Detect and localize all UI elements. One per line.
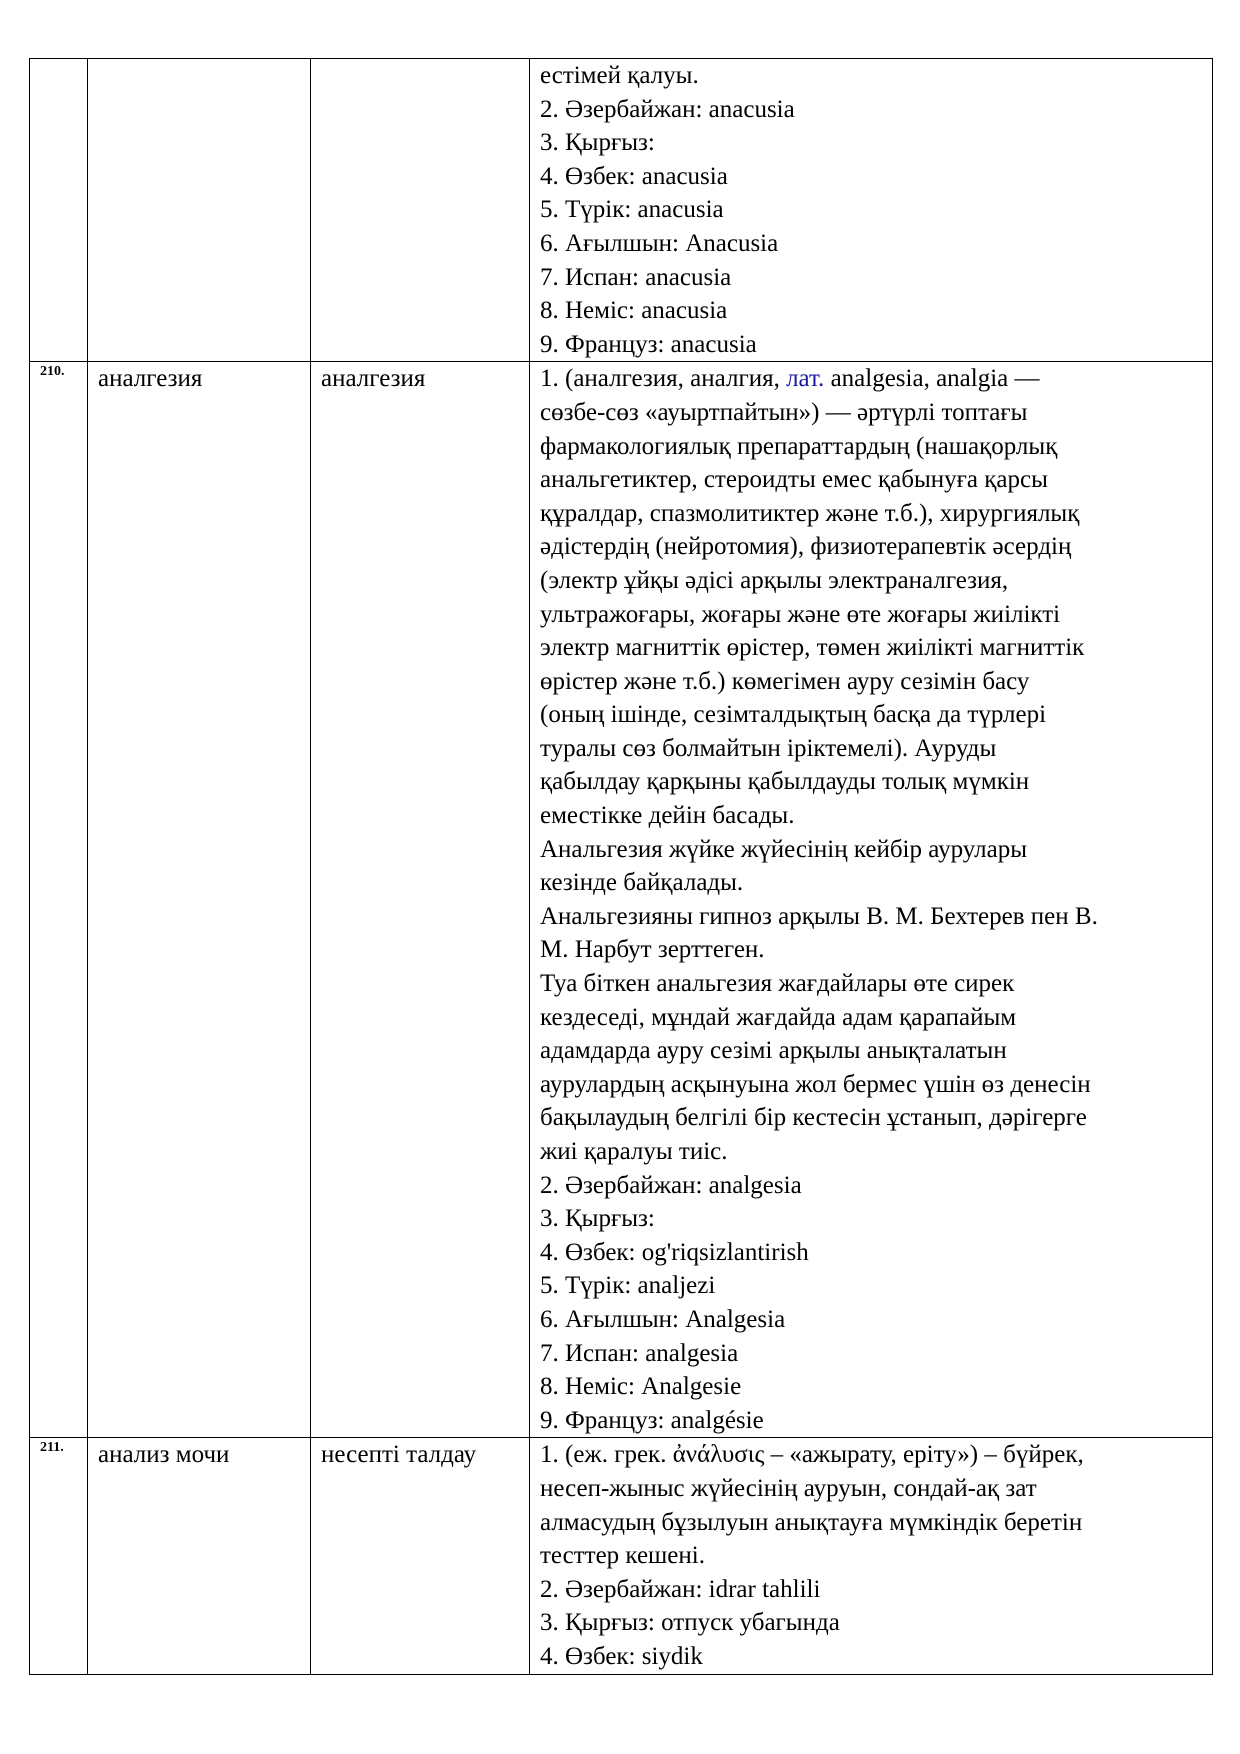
russian-term (88, 59, 311, 362)
definition-line: өрістер және т.б.) көмегімен ауру сезімін басу (540, 667, 1030, 695)
definition-line: М. Нарбут зерттеген. (540, 936, 765, 964)
glossary-table (29, 58, 1213, 1675)
translation-line: 9. Француз: anacusia (540, 330, 757, 358)
translation-line: 3. Қырғыз: (540, 1205, 655, 1233)
table-row (30, 1438, 1213, 1674)
kazakh-term: несепті талдау (311, 1438, 530, 1674)
definition-line: Анальгезияны гипноз арқылы В. М. Бехтерев пен В. (540, 902, 1098, 930)
definition-text: analgesia, analgia — (824, 365, 1040, 393)
russian-term: анализ мочи (88, 1438, 311, 1674)
russian-term: аналгезия (88, 362, 311, 1438)
translation-line: 4. Өзбек: anacusia (540, 162, 728, 190)
definition-line: сөзбе-сөз «ауыртпайтын») — әртүрлі топтағы (540, 398, 1028, 426)
entry-number: 210. (30, 362, 88, 1438)
definition-line: электр магниттік өрістер, төмен жиілікті магниттік (540, 634, 1085, 662)
definition-cell (530, 59, 1213, 362)
kazakh-term: аналгезия (311, 362, 530, 1438)
document-page (29, 58, 1212, 1675)
definition-line: кездеседі, мұндай жағдайда адам қарапайым (540, 1003, 1017, 1031)
definition-line: Анальгезия жүйке жүйесінің кейбір аурулары (540, 835, 1028, 863)
translation-line: 2. Әзербайжан: analgesia (540, 1171, 802, 1199)
entry-number: 211. (30, 1438, 88, 1674)
definition-line: кезінде байқалады. (540, 869, 744, 897)
translation-line: 4. Өзбек: og'riqsizlantirish (540, 1238, 809, 1266)
definition-line: анальгетиктер, стероидты емес қабынуға қарсы (540, 466, 1048, 494)
definition-line: (оның ішінде, сезімталдықтың басқа да түрлері (540, 701, 1047, 729)
translation-line: 8. Неміс: Analgesie (540, 1373, 742, 1401)
definition-line: (электр ұйқы әдісі арқылы электраналгезия, (540, 566, 1009, 594)
definition-line: қабылдау қарқыны қабылдауды толық мүмкін (540, 768, 1030, 796)
translation-line: 6. Ағылшын: Anacusia (540, 229, 779, 257)
definition-line: жиі қаралуы тиіс. (540, 1138, 728, 1165)
translation-line: 7. Испан: anacusia (540, 263, 732, 291)
entry-number (30, 59, 88, 362)
definition-cell (530, 362, 1213, 1438)
definition-line: бақылаудың белгілі бір кестесін ұстанып, дәрігерге (540, 1104, 1087, 1132)
definition-line: фармакологиялық препараттардың (нашақорлық (540, 432, 1058, 460)
definition-line: несеп-жыныс жүйесінің ауруын, сондай-ақ зат (540, 1474, 1037, 1502)
definition-line: туралы сөз болмайтын іріктемелі). Ауруды (540, 734, 997, 762)
translation-line: 9. Француз: analgésie (540, 1406, 764, 1434)
translation-line: 2. Әзербайжан: anacusia (540, 95, 795, 123)
definition-cell (530, 1438, 1213, 1674)
definition-line: адамдарда ауру сезімі арқылы анықталатын (540, 1037, 1007, 1065)
definition-line: құралдар, спазмолитиктер және т.б.), хирургиялық (540, 499, 1080, 527)
table-row (30, 59, 1213, 362)
definition-line: Туа біткен анальгезия жағдайлары өте сирек (540, 970, 1015, 998)
definition-line: алмасудың бұзылуын анықтауға мүмкіндік беретін (540, 1508, 1083, 1536)
translation-line: 3. Қырғыз: отпуск убагында (540, 1609, 840, 1637)
translation-line: 5. Түрік: anacusia (540, 196, 724, 224)
translation-line: 8. Неміс: anacusia (540, 297, 728, 325)
translation-line: 3. Қырғыз: (540, 129, 655, 157)
table-row (30, 362, 1213, 1438)
definition-line: естімей қалуы. (540, 62, 699, 89)
definition-line: ультражоғары, жоғары және өте жоғары жиілікті (540, 600, 1061, 628)
definition-line: әдістердің (нейротомия), физиотерапевтік әсердің (540, 533, 1072, 561)
translation-line: 2. Әзербайжан: idrar tahlili (540, 1575, 821, 1603)
latin-link[interactable]: лат. (786, 365, 825, 393)
definition-line: тесттер кешені. (540, 1542, 705, 1570)
definition-line: 1. (еж. грек. ἀνάλυσις – «ажырату, еріту») – бүйрек, (540, 1441, 1084, 1469)
translation-line: 5. Түрік: analjezi (540, 1272, 716, 1300)
kazakh-term (311, 59, 530, 362)
definition-line (540, 362, 1206, 396)
definition-text: 1. (аналгезия, аналгия, (540, 365, 787, 393)
translation-line: 7. Испан: analgesia (540, 1339, 739, 1367)
definition-line: аурулардың асқынуына жол бермес үшін өз денесін (540, 1070, 1091, 1098)
translation-line: 4. Өзбек: siydik (540, 1642, 703, 1670)
definition-line: еместікке дейін басады. (540, 802, 795, 830)
translation-line: 6. Ағылшын: Analgesia (540, 1305, 786, 1333)
